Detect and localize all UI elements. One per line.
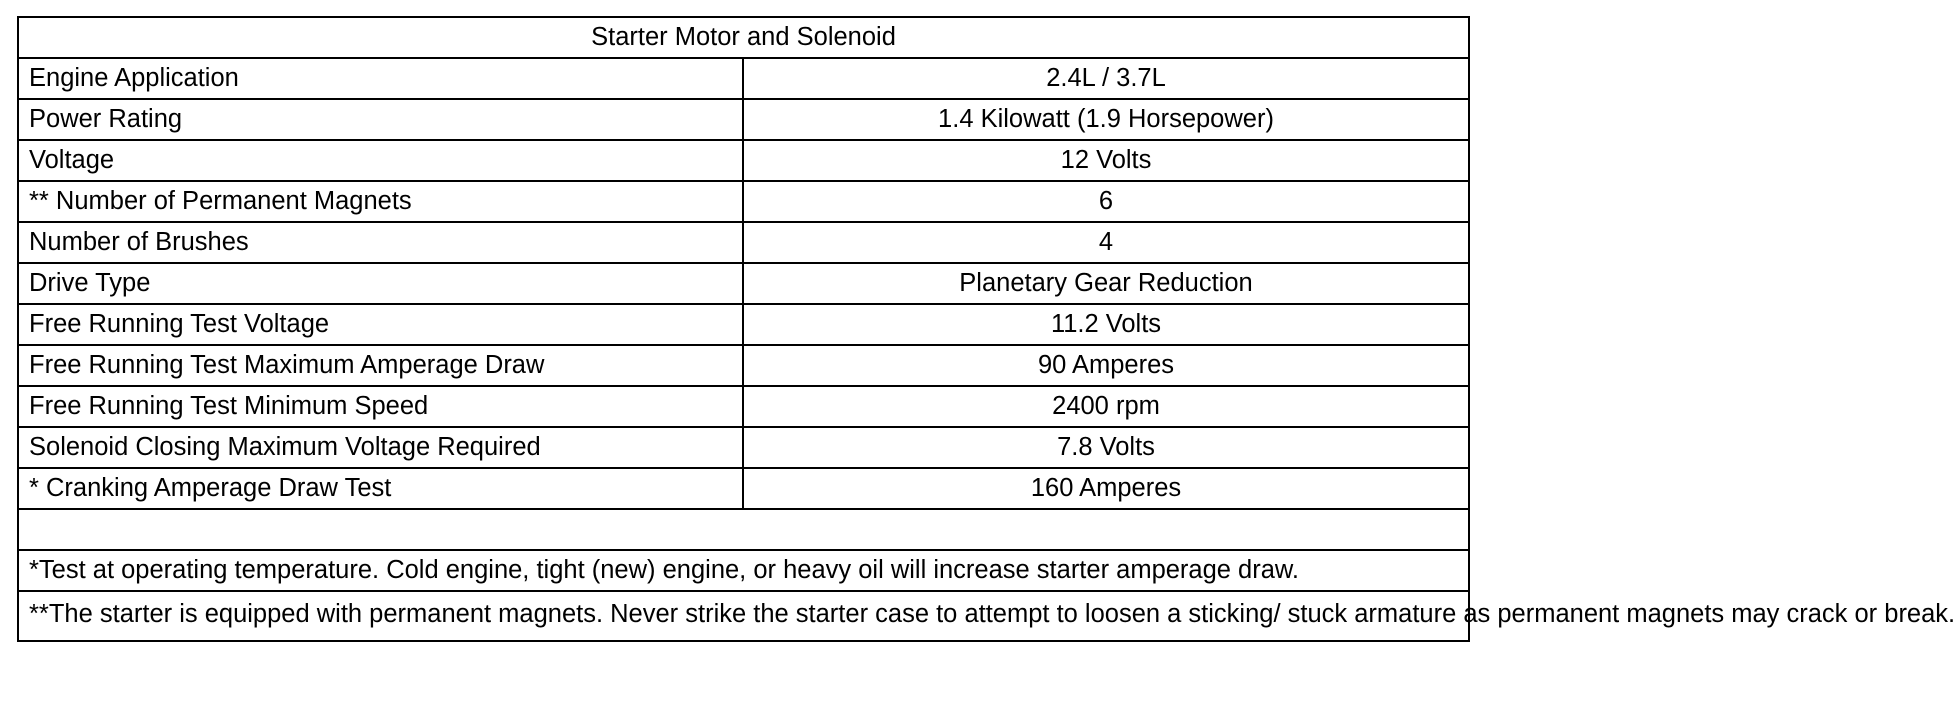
spec-table-body: [18, 17, 1955, 641]
row-value: Planetary Gear Reduction: [743, 263, 1469, 304]
row-value: 6: [743, 181, 1469, 222]
row-label: ** Number of Permanent Magnets: [18, 181, 743, 222]
table-row: [18, 263, 1469, 304]
row-label: Drive Type: [18, 263, 743, 304]
footnote-permanent-magnets: **The starter is equipped with permanent magnets. Never strike the starter case to attempt to loosen a sticking/ stuck armature as permanent magnets may crack or break.: [18, 591, 1469, 641]
row-value: 7.8 Volts: [743, 427, 1469, 468]
row-value: 12 Volts: [743, 140, 1469, 181]
table-row: [18, 181, 1469, 222]
row-value: 1.4 Kilowatt (1.9 Horsepower): [743, 99, 1469, 140]
table-row: [18, 345, 1469, 386]
row-label: Free Running Test Maximum Amperage Draw: [18, 345, 743, 386]
row-label: Voltage: [18, 140, 743, 181]
row-value: 11.2 Volts: [743, 304, 1469, 345]
row-label: Free Running Test Voltage: [18, 304, 743, 345]
blank-cell: [18, 509, 1469, 550]
row-value: 90 Amperes: [743, 345, 1469, 386]
row-label: Free Running Test Minimum Speed: [18, 386, 743, 427]
table-row: [18, 427, 1469, 468]
row-label: Engine Application: [18, 58, 743, 99]
row-label: * Cranking Amperage Draw Test: [18, 468, 743, 509]
row-value: 160 Amperes: [743, 468, 1469, 509]
row-value: 2.4L / 3.7L: [743, 58, 1469, 99]
table-row: [18, 468, 1469, 509]
table-row: [18, 140, 1469, 181]
table-title: Starter Motor and Solenoid: [18, 17, 1469, 58]
blank-row: [18, 509, 1469, 550]
row-value: 4: [743, 222, 1469, 263]
table-row: [18, 222, 1469, 263]
footnote-test-temperature: *Test at operating temperature. Cold engine, tight (new) engine, or heavy oil will increase starter amperage draw.: [18, 550, 1469, 591]
table-row: [18, 386, 1469, 427]
footnote-row: [18, 550, 1469, 591]
table-row: [18, 99, 1469, 140]
spec-table: [17, 16, 1955, 642]
row-value: 2400 rpm: [743, 386, 1469, 427]
row-label: Power Rating: [18, 99, 743, 140]
row-label: Solenoid Closing Maximum Voltage Required: [18, 427, 743, 468]
footnote-row: [18, 591, 1469, 641]
table-title-row: [18, 17, 1469, 58]
table-row: [18, 58, 1469, 99]
table-row: [18, 304, 1469, 345]
row-label: Number of Brushes: [18, 222, 743, 263]
